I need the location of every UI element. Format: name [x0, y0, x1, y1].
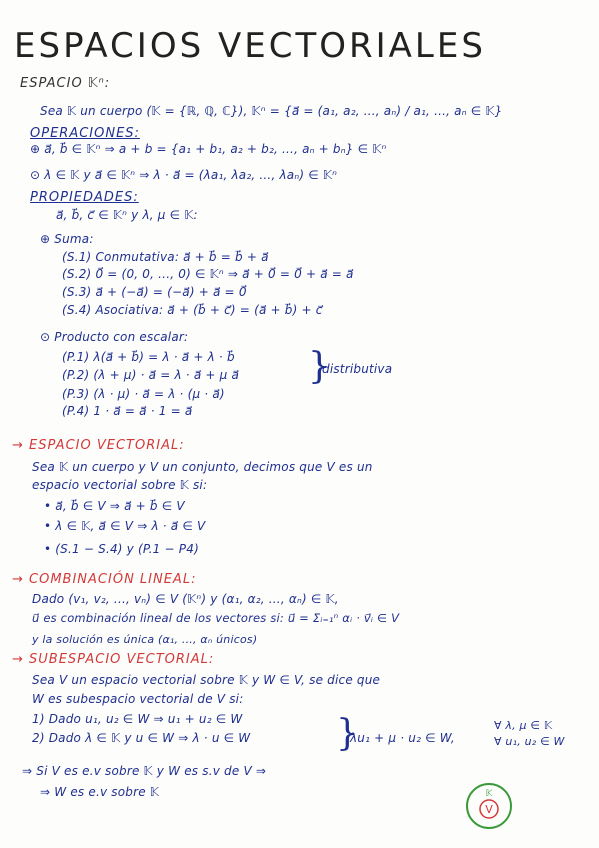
suma-prop-3: (S.3) a⃗ + (−a⃗) = (−a⃗) + a⃗ = 0⃗: [62, 285, 247, 299]
distributiva-brace: }: [308, 346, 331, 387]
suma-prop-4: (S.4) Asociativa: a⃗ + (b⃗ + c⃗) = (a⃗ + b⃗) + c⃗: [62, 303, 323, 317]
sv-line-2: W es subespacio vectorial de V si:: [32, 692, 244, 706]
suma-heading: ⊕ Suma:: [40, 232, 94, 246]
signature-stamp: [462, 776, 516, 830]
sv-combined-cond-1: ∀ λ, μ ∈ 𝕂: [494, 719, 553, 732]
subespacio-heading: → SUBESPACIO VECTORIAL:: [12, 652, 215, 667]
cl-line-1: Dado (v₁, v₂, ..., vₙ) ∈ V (𝕂ⁿ) y (α₁, α₂, ..., αₙ) ∈ 𝕂,: [32, 592, 339, 606]
producto-prop-4: (P.4) 1 · a⃗ = a⃗ · 1 = a⃗: [62, 404, 193, 418]
sv-combined-cond-2: ∀ u₁, u₂ ∈ W: [494, 735, 565, 748]
operacion-suma: ⊕ a⃗, b⃗ ∈ 𝕂ⁿ ⇒ a + b = {a₁ + b₁, a₂ + b₂, ..., aₙ + bₙ} ∈ 𝕂ⁿ: [30, 142, 387, 156]
sv-cond-2: 2) Dado λ ∈ 𝕂 y u ∈ W ⇒ λ · u ∈ W: [32, 731, 251, 745]
producto-prop-3: (P.3) (λ · μ) · a⃗ = λ · (μ · a⃗): [62, 387, 225, 401]
espacio-intro: Sea 𝕂 un cuerpo (𝕂 = {ℝ, ℚ, ℂ}), 𝕂ⁿ = {a⃗ = (a₁, a₂, ..., aₙ) / a₁, ..., aₙ ∈ 𝕂}: [40, 104, 503, 118]
page-title: ESPACIOS VECTORIALES: [14, 26, 486, 66]
distributiva-label: distributiva: [322, 362, 393, 376]
stamp-center-text: V: [485, 803, 493, 816]
combinacion-heading: → COMBINACIÓN LINEAL:: [12, 572, 197, 587]
suma-prop-1: (S.1) Conmutativa: a⃗ + b⃗ = b⃗ + a⃗: [62, 250, 269, 264]
sv-cond-1: 1) Dado u₁, u₂ ∈ W ⇒ u₁ + u₂ ∈ W: [32, 712, 243, 726]
espacio-heading: ESPACIO 𝕂ⁿ:: [20, 76, 111, 91]
sv-brace: }: [336, 713, 359, 754]
producto-prop-2: (P.2) (λ + μ) · a⃗ = λ · a⃗ + μ a⃗: [62, 368, 240, 382]
sv-combined: λu₁ + μ · u₂ ∈ W,: [350, 731, 455, 745]
ev-line-2: espacio vectorial sobre 𝕂 si:: [32, 478, 208, 492]
ev-line-1: Sea 𝕂 un cuerpo y V un conjunto, decimos que V es un: [32, 460, 373, 474]
producto-prop-1: (P.1) λ(a⃗ + b⃗) = λ · a⃗ + λ · b⃗: [62, 350, 235, 364]
cl-line-3: y la solución es única (α₁, ..., αₙ únicos): [32, 633, 258, 646]
sv-line-1: Sea V un espacio vectorial sobre 𝕂 y W ∈ V, se dice que: [32, 673, 381, 687]
espacio-vectorial-heading: → ESPACIO VECTORIAL:: [12, 438, 185, 453]
sv-conclusion-2: ⇒ W es e.v sobre 𝕂: [40, 785, 160, 799]
suma-prop-2: (S.2) 0⃗ = (0, 0, ..., 0) ∈ 𝕂ⁿ ⇒ a⃗ + 0⃗ = 0⃗ + a⃗ = a⃗: [62, 267, 354, 281]
producto-heading: ⊙ Producto con escalar:: [40, 330, 189, 344]
ev-condition-3: • (S.1 − S.4) y (P.1 − P4): [44, 542, 199, 556]
operacion-producto: ⊙ λ ∈ 𝕂 y a⃗ ∈ 𝕂ⁿ ⇒ λ · a⃗ = (λa₁, λa₂, ..., λaₙ) ∈ 𝕂ⁿ: [30, 168, 338, 182]
ev-condition-1: • a⃗, b⃗ ∈ V ⇒ a⃗ + b⃗ ∈ V: [44, 499, 185, 513]
ev-condition-2: • λ ∈ 𝕂, a⃗ ∈ V ⇒ λ · a⃗ ∈ V: [44, 519, 206, 533]
cl-line-2: u⃗ es combinación lineal de los vectores si: u⃗ = Σᵢ₌₁ⁿ αᵢ · v⃗ᵢ ∈ V: [32, 611, 400, 625]
stamp-top-text: 𝕂: [485, 789, 493, 799]
propiedades-given: a⃗, b⃗, c⃗ ∈ 𝕂ⁿ y λ, μ ∈ 𝕂:: [56, 208, 198, 222]
operaciones-heading: OPERACIONES:: [30, 126, 140, 141]
propiedades-heading: PROPIEDADES:: [30, 190, 139, 205]
sv-conclusion-1: ⇒ Si V es e.v sobre 𝕂 y W es s.v de V ⇒: [22, 764, 267, 778]
